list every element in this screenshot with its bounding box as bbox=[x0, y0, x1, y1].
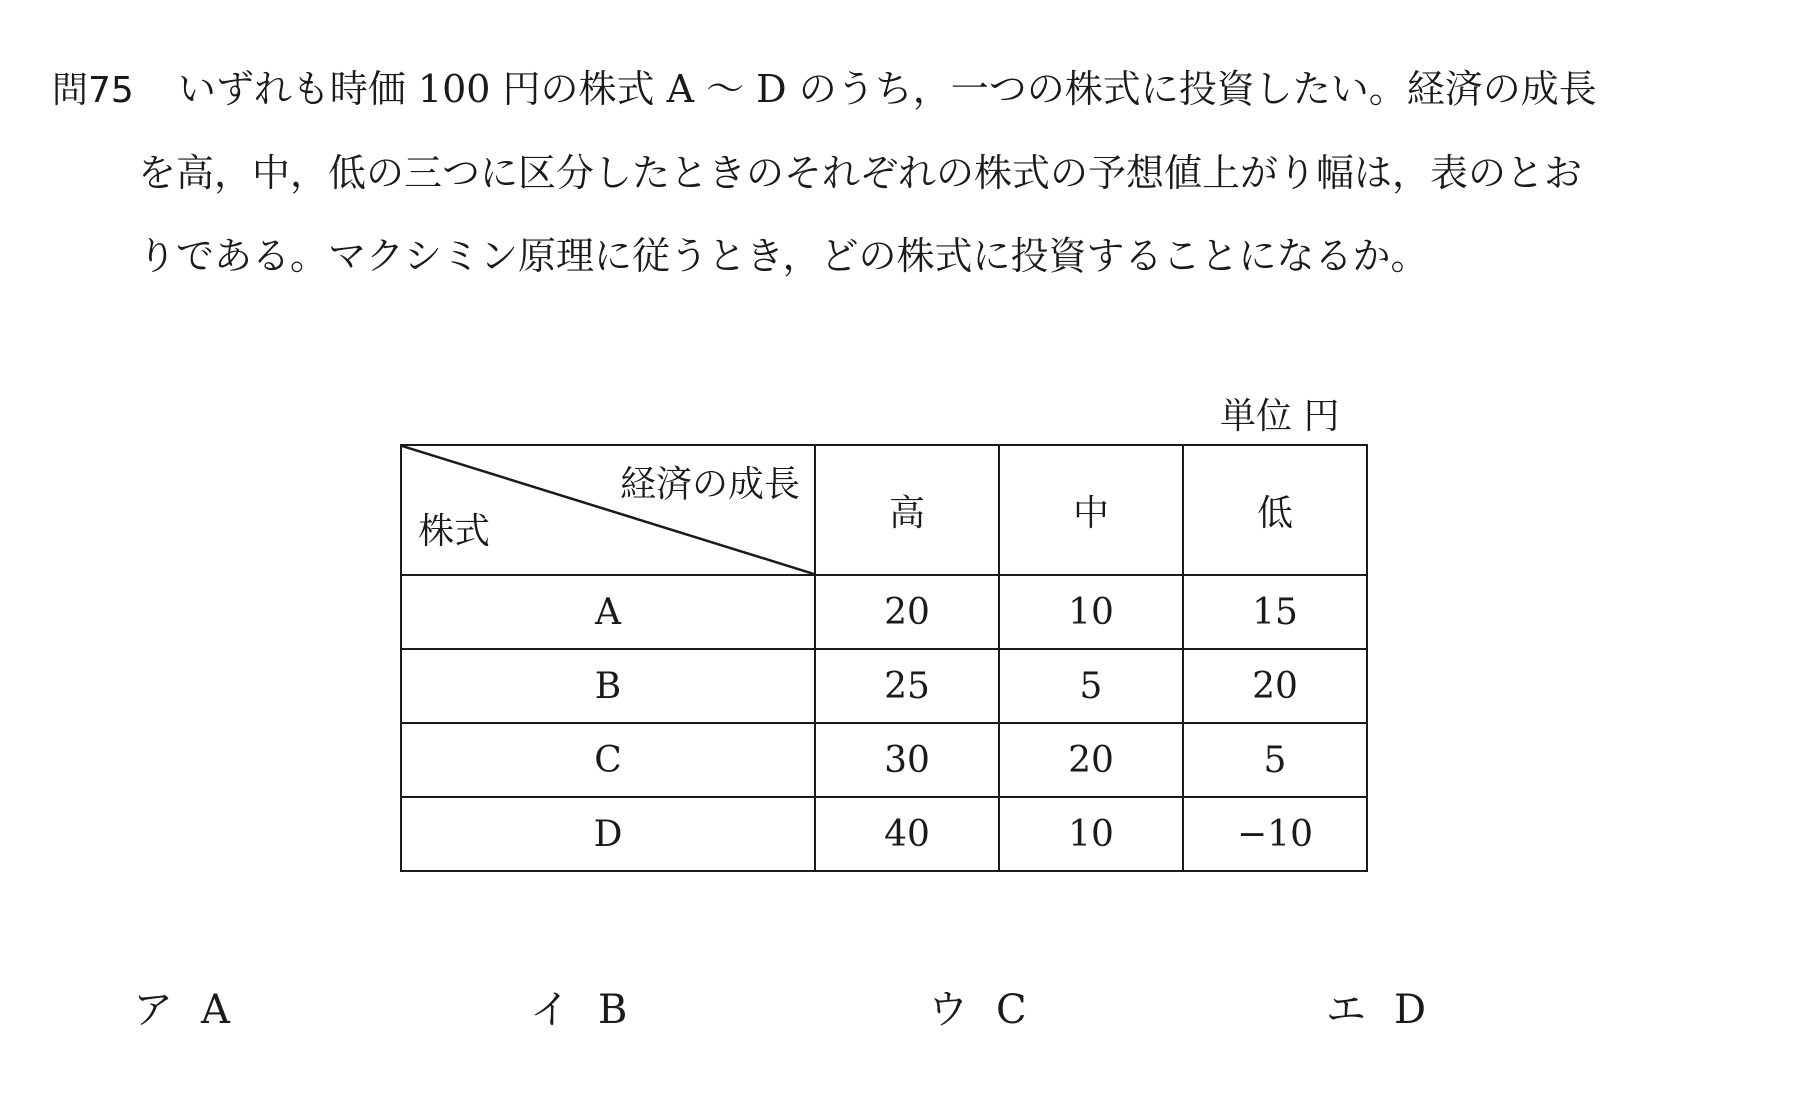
table-cell: 30 bbox=[815, 723, 999, 797]
table-cell: 20 bbox=[815, 575, 999, 649]
question-line-2: を高，中，低の三つに区分したときのそれぞれの株式の予想値上がり幅は，表のとお bbox=[138, 151, 1583, 195]
choice-text: B bbox=[598, 987, 628, 1033]
choice-text: D bbox=[1394, 987, 1427, 1033]
table-cell: 25 bbox=[815, 649, 999, 723]
column-header-low: 低 bbox=[1183, 445, 1367, 575]
question-text bbox=[52, 48, 1752, 298]
stock-table bbox=[400, 444, 1368, 872]
unit-label: 単位 円 bbox=[1220, 396, 1340, 437]
choice-letter: ウ bbox=[928, 987, 968, 1033]
table-corner-cell bbox=[401, 445, 815, 575]
column-header-high: 高 bbox=[815, 445, 999, 575]
table-cell: 20 bbox=[1183, 649, 1367, 723]
table-header-row bbox=[401, 445, 1367, 575]
choice-letter: イ bbox=[530, 987, 570, 1033]
choice-text: A bbox=[201, 987, 230, 1033]
question-line-1-text: いずれも時価 100 円の株式 A ～ D のうち，一つの株式に投資したい。経済の成長 bbox=[177, 67, 1597, 111]
corner-label-growth: 経済の成長 bbox=[619, 464, 800, 505]
table-row bbox=[401, 649, 1367, 723]
column-header-medium: 中 bbox=[999, 445, 1183, 575]
table-cell: 10 bbox=[999, 575, 1183, 649]
row-label: D bbox=[401, 797, 815, 871]
table-row bbox=[401, 575, 1367, 649]
table-cell: 5 bbox=[1183, 723, 1367, 797]
table-cell: −10 bbox=[1183, 797, 1367, 871]
choice-letter: エ bbox=[1326, 987, 1366, 1033]
choice-letter: ア bbox=[133, 987, 173, 1033]
choice-i[interactable] bbox=[530, 978, 627, 1035]
table-row bbox=[401, 723, 1367, 797]
row-label: C bbox=[401, 723, 815, 797]
table-cell: 15 bbox=[1183, 575, 1367, 649]
question-line-3: りである。マクシミン原理に従うとき，どの株式に投資することになるか。 bbox=[138, 234, 1429, 278]
question-line-1 bbox=[52, 48, 1752, 132]
row-label: B bbox=[401, 649, 815, 723]
question-number: 問75 bbox=[52, 70, 134, 111]
corner-label-stock: 株式 bbox=[418, 511, 491, 552]
choice-e[interactable] bbox=[1326, 978, 1426, 1035]
table-cell: 10 bbox=[999, 797, 1183, 871]
table-cell: 40 bbox=[815, 797, 999, 871]
table-cell: 5 bbox=[999, 649, 1183, 723]
table-row bbox=[401, 797, 1367, 871]
table-cell: 20 bbox=[999, 723, 1183, 797]
stock-table-wrapper bbox=[400, 444, 1368, 872]
row-label: A bbox=[401, 575, 815, 649]
choice-u[interactable] bbox=[928, 978, 1027, 1035]
choice-text: C bbox=[996, 987, 1027, 1033]
choice-a[interactable] bbox=[133, 978, 230, 1035]
